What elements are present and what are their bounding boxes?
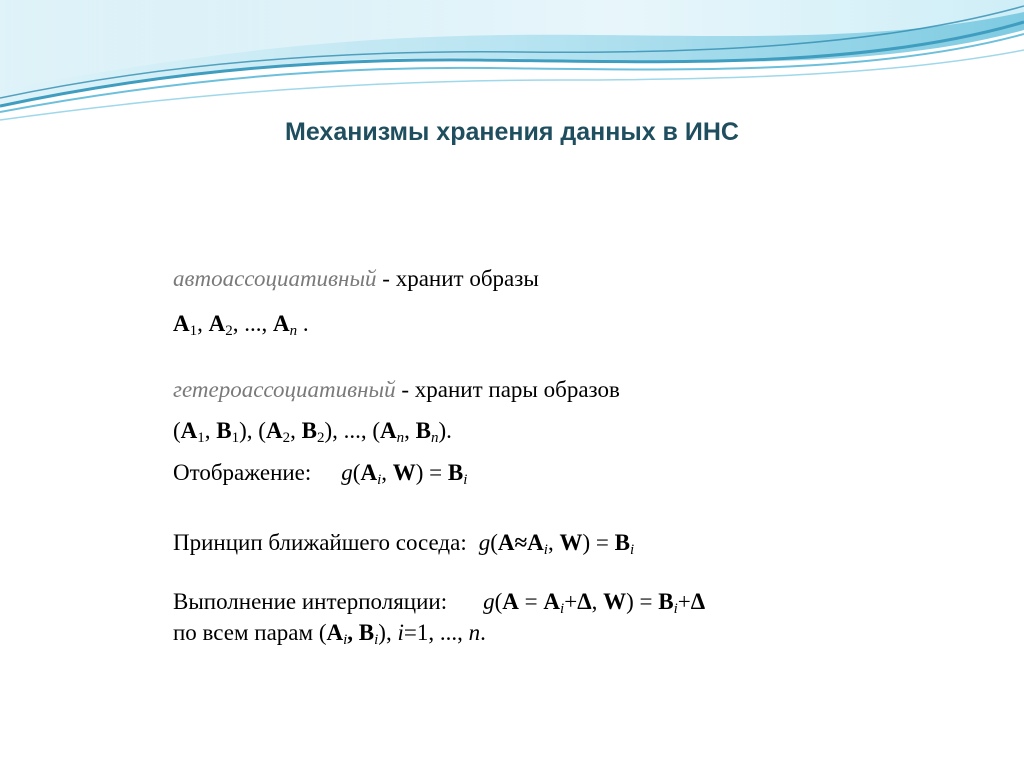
nearest-label: Принцип ближайшего соседа: [173,530,467,555]
mapping-formula: Отображение: $g(A_i$, $W) = B_i$ [173,460,468,488]
hetero-pairs: ($A_1$, $B_1$), ($A_2$, $B_2$), ..., ($A_n$, $B_n$). [173,418,452,446]
mapping-label: Отображение: [173,460,312,485]
interp-label: Выполнение интерполяции: [173,589,448,614]
slide-title: Механизмы хранения данных в ИНС [285,118,739,146]
hetero-definition [173,377,620,403]
interpolation-pairs: по всем парам ($A_i$, $B_i$), i=1, ..., n. [173,620,486,648]
auto-term: автоассоциативный [173,266,377,291]
auto-desc: - хранит образы [376,266,539,291]
interpolation-formula: Выполнение интерполяции: $g(A = A_i+\Delta$, $W) = B_i+\Delta$ [173,589,706,617]
header-wave-decoration [0,0,1024,130]
hetero-desc: - хранит пары образов [395,377,620,402]
nearest-neighbor-formula: Принцип ближайшего соседа: $g(A\approx A_i$, $W) = B_i$ [173,530,635,558]
auto-definition [173,266,539,292]
auto-patterns: $A_1$, $A_2$, ..., $A_n$ . [173,311,309,339]
hetero-term: гетероассоциативный [173,377,396,402]
